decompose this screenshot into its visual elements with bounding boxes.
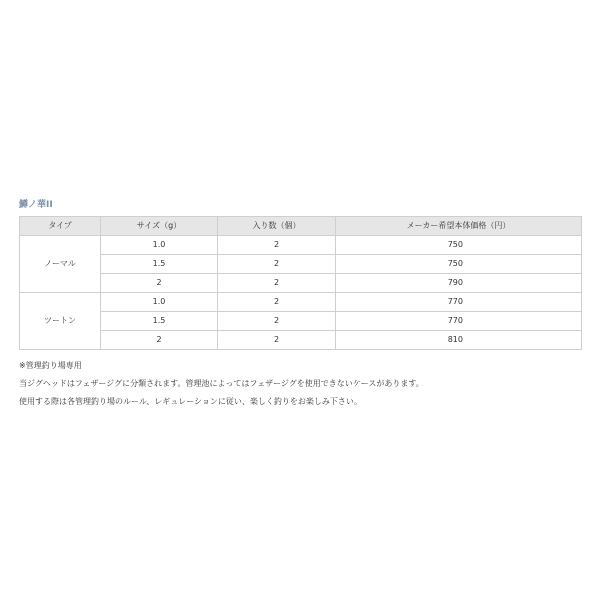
size-cell: 1.5 <box>101 255 218 274</box>
price-cell: 750 <box>336 236 582 255</box>
table-row <box>20 236 582 255</box>
table-row <box>20 274 582 293</box>
table-row <box>20 312 582 331</box>
qty-cell: 2 <box>218 293 336 312</box>
size-cell: 2 <box>101 331 218 350</box>
qty-cell: 2 <box>218 312 336 331</box>
qty-cell: 2 <box>218 236 336 255</box>
price-cell: 810 <box>336 331 582 350</box>
price-cell: 750 <box>336 255 582 274</box>
table-header-row <box>20 217 582 236</box>
size-cell: 2 <box>101 274 218 293</box>
type-cell-normal: ノーマル <box>20 236 101 293</box>
price-cell: 770 <box>336 293 582 312</box>
qty-cell: 2 <box>218 274 336 293</box>
size-cell: 1.0 <box>101 236 218 255</box>
table-row <box>20 255 582 274</box>
note-rules: 使用する際は各管理釣り場のルール、レギュレーションに従い、楽しく釣りをお楽しみ下さい。 <box>19 397 362 406</box>
header-size: サイズ（g） <box>101 217 218 236</box>
note-feather-jig: 当ジグヘッドはフェザージグに分類されます。管理池によってはフェザージグを使用できないケースがあります。 <box>19 379 424 388</box>
table-row <box>20 331 582 350</box>
qty-cell: 2 <box>218 255 336 274</box>
header-qty: 入り数（個） <box>218 217 336 236</box>
size-cell: 1.5 <box>101 312 218 331</box>
spec-table <box>19 216 582 350</box>
note-managed-area: ※管理釣り場専用 <box>19 361 82 370</box>
header-price: メーカー希望本体価格（円） <box>336 217 582 236</box>
size-cell: 1.0 <box>101 293 218 312</box>
table-row <box>20 293 582 312</box>
price-cell: 770 <box>336 312 582 331</box>
product-title: 鱒ノ華II <box>19 200 53 210</box>
type-cell-two-tone: ツートン <box>20 293 101 350</box>
notes <box>19 357 424 411</box>
price-cell: 790 <box>336 274 582 293</box>
header-type: タイプ <box>20 217 101 236</box>
qty-cell: 2 <box>218 331 336 350</box>
